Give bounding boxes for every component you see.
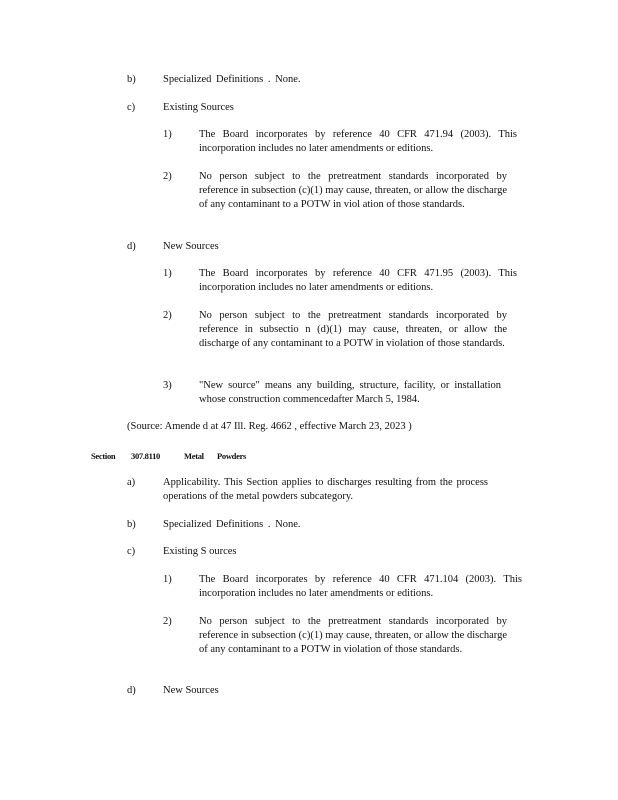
section-title-word: Powders <box>217 451 247 461</box>
item-label-b: b) <box>127 519 136 530</box>
existing-sources-prohibition-paragraph: No person subject to the pretreatment standards incorporated by reference in subsection (c)(1) may cause, threaten, or allow the discharge of any contaminant to a POTW in violation of those standards. <box>199 616 507 655</box>
section-title-word: Metal <box>184 451 204 461</box>
subitem-label: 1) <box>163 268 172 279</box>
specialized-definitions-text: Specialized Definitions . None. <box>163 519 301 530</box>
item-label-a: a) <box>127 477 136 488</box>
existing-sources-prohibition-paragraph: No person subject to the pretreatment standards incorporated by reference in subsection (c)(1) may cause, threaten, or allow the discharge of any contaminant to a POTW in viol ation of those standards. <box>199 171 507 210</box>
new-sources-heading: New Sources <box>163 685 219 696</box>
source-note: (Source: Amende d at 47 Ill. Reg. 4662 , effective March 23, 2023 ) <box>127 421 412 432</box>
item-label-c: c) <box>127 546 136 557</box>
applicability-paragraph: Applicability. This Section applies to discharges resulting from the process operations of the metal powders subcategory. <box>163 477 488 502</box>
subitem-label: 2) <box>163 310 172 321</box>
subitem-label: 2) <box>163 616 172 627</box>
section-label: Section <box>91 451 116 461</box>
existing-sources-incorporation-paragraph: The Board incorporates by reference 40 CFR 471.94 (2003). This incorporation includes no later amendments or editions. <box>199 129 517 154</box>
existing-sources-incorporation-paragraph: The Board incorporates by reference 40 CFR 471.104 (2003). This incorporation includes no later amendments or editions. <box>199 574 522 599</box>
existing-sources-heading: Existing Sources <box>163 102 234 113</box>
subitem-label: 3) <box>163 380 172 391</box>
specialized-definitions-text: Specialized Definitions . None. <box>163 74 301 85</box>
subitem-label: 1) <box>163 574 172 585</box>
existing-sources-heading: Existing S ources <box>163 546 237 557</box>
section-number: 307.8110 <box>131 451 161 461</box>
new-sources-incorporation-paragraph: The Board incorporates by reference 40 CFR 471.95 (2003). This incorporation includes no later amendments or editions. <box>199 268 517 293</box>
item-label-b: b) <box>127 74 136 85</box>
new-sources-prohibition-paragraph: No person subject to the pretreatment standards incorporated by reference in subsectio n (d)(1) may cause, threaten, or allow the discharge of any contaminant to a POTW in violation of those standards. <box>199 310 507 349</box>
subitem-label: 1) <box>163 129 172 140</box>
new-sources-heading: New Sources <box>163 241 219 252</box>
item-label-d: d) <box>127 685 136 696</box>
item-label-c: c) <box>127 102 136 113</box>
subitem-label: 2) <box>163 171 172 182</box>
item-label-d: d) <box>127 241 136 252</box>
new-source-definition-paragraph: "New source" means any building, structure, facility, or installation whose construction commencedafter March 5, 1984. <box>199 380 501 405</box>
